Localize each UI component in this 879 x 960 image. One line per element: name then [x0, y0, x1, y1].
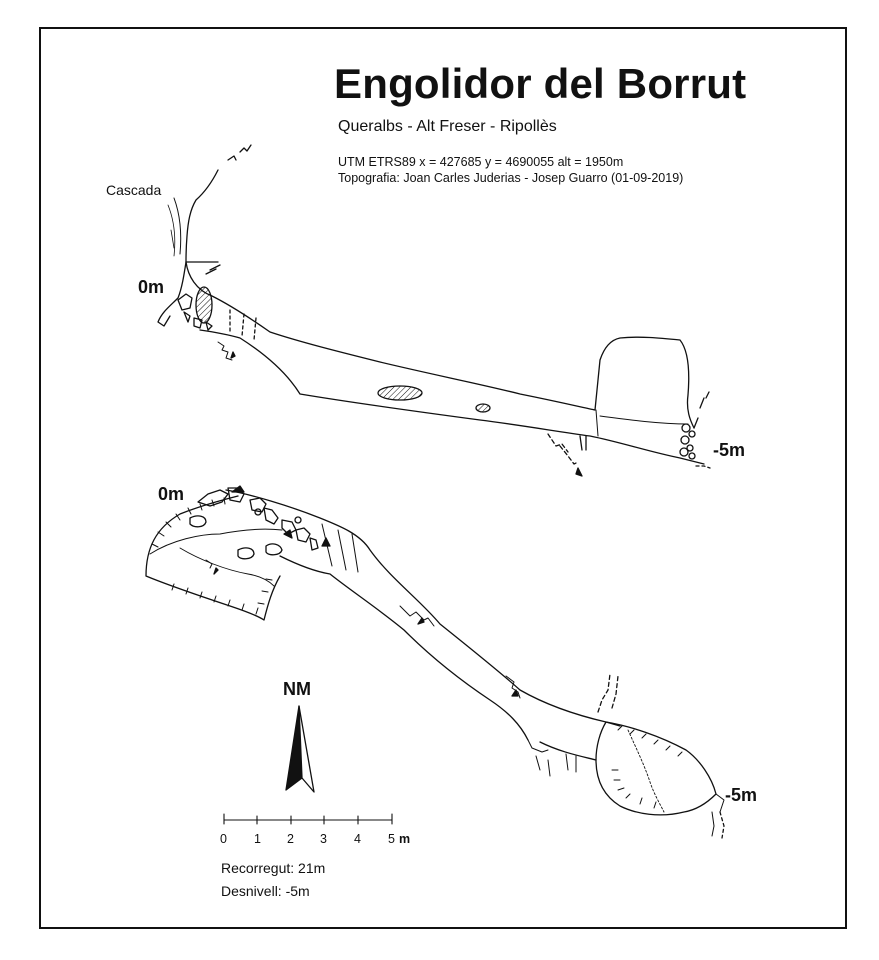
surveyors-line: Topografia: Joan Carles Juderias - Josep Guarro (01-09-2019) [338, 171, 684, 185]
total-length: Recorregut: 21m [221, 860, 326, 876]
plan-section [146, 486, 724, 838]
scale-tick-label: 2 [287, 832, 294, 846]
map-title: Engolidor del Borrut [334, 60, 747, 107]
scale-tick-label: 4 [354, 832, 361, 846]
terminal-boulders [680, 424, 695, 459]
scale-tick-label: 0 [220, 832, 227, 846]
plan-bottom-depth: -5m [725, 785, 758, 805]
scale-unit-label: m [399, 832, 411, 846]
entrance-boulders [178, 287, 212, 330]
scale-bar [224, 814, 392, 824]
cascada-label: Cascada [106, 182, 162, 198]
plan-passage-upper-wall [226, 490, 620, 726]
profile-section [158, 145, 710, 476]
coordinates-line: UTM ETRS89 x = 427685 y = 4690055 alt = 1950m [338, 155, 624, 169]
cave-stats [221, 857, 325, 903]
waterfall-drawing [168, 145, 251, 262]
profile-ceiling-line [186, 262, 694, 428]
profile-bottom-depth: -5m [713, 440, 746, 460]
north-label: NM [283, 679, 311, 699]
north-arrow-icon [286, 706, 314, 792]
plan-terminal-chamber [596, 722, 716, 815]
scale-tick-label: 1 [254, 832, 261, 846]
total-depth: Desnivell: -5m [221, 883, 310, 899]
location-subtitle: Queralbs - Alt Freser - Ripollès [338, 118, 557, 135]
scale-tick-label: 3 [320, 832, 327, 846]
profile-floor-line [158, 262, 704, 464]
plan-passage-lower-wall [280, 556, 596, 760]
plan-entrance-depth: 0m [158, 484, 185, 504]
profile-entrance-depth: 0m [138, 277, 165, 297]
scale-tick-label: 5 [388, 832, 395, 846]
